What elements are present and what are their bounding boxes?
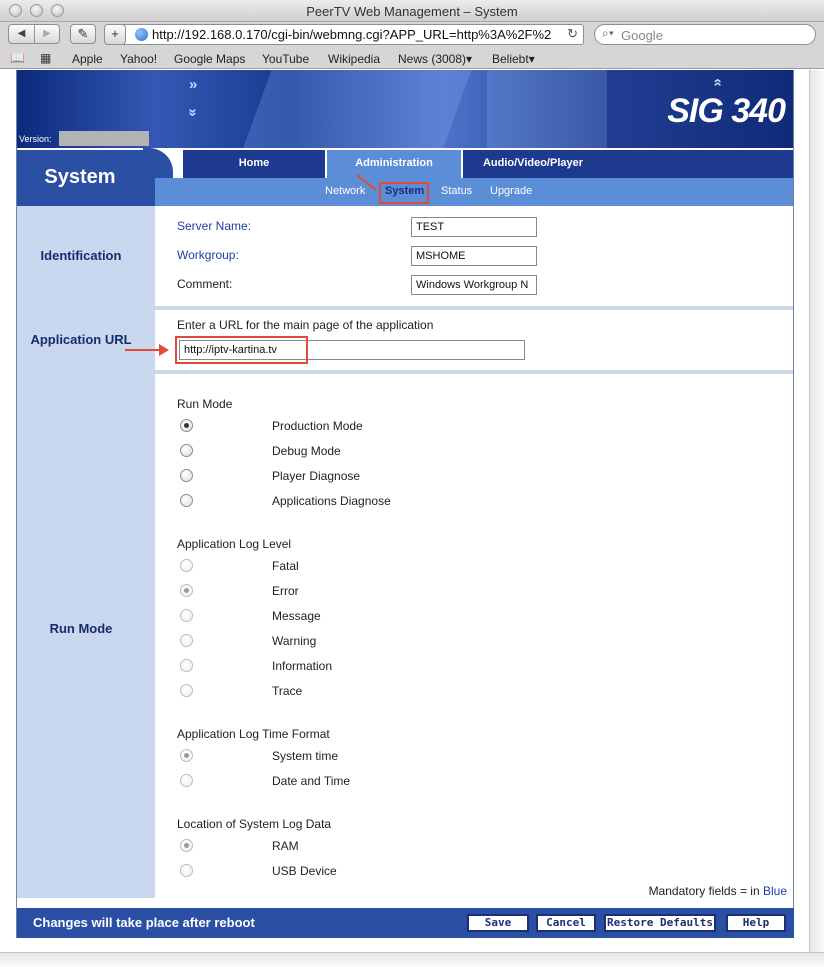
mandatory-note-blue: Blue: [762, 884, 787, 898]
comment-label: Comment:: [177, 277, 233, 291]
tab-home[interactable]: Home: [238, 157, 270, 169]
log-time-format-heading: Application Log Time Format: [177, 727, 330, 741]
save-button[interactable]: Save: [467, 914, 529, 932]
option-label: Player Diagnose: [272, 469, 361, 483]
annotation-box: [379, 182, 429, 204]
server-name-input[interactable]: [411, 217, 537, 237]
subtab-upgrade[interactable]: Upgrade: [490, 185, 533, 197]
search-icon: ⌕▾: [602, 26, 614, 40]
device-logo: SIG 340: [667, 92, 785, 130]
radio-message[interactable]: [180, 609, 193, 622]
bookmarks-bar: [0, 48, 824, 69]
chevron-down-icon: »: [184, 108, 202, 117]
chevron-up-icon: »: [708, 78, 726, 87]
radio-usb-device[interactable]: [180, 864, 193, 877]
bookmark-beliebt[interactable]: Beliebt▾: [492, 52, 535, 66]
address-bar[interactable]: [106, 24, 584, 45]
chevron-down-icon: »: [189, 76, 198, 93]
globe-icon: [135, 28, 148, 41]
radio-ram[interactable]: [180, 839, 193, 852]
option-label: Date and Time: [272, 774, 351, 788]
workgroup-input[interactable]: [411, 246, 537, 266]
option-label: Trace: [272, 684, 303, 698]
radio-date-and-time[interactable]: [180, 774, 193, 787]
option-label: Production Mode: [272, 419, 363, 433]
reboot-message: Changes will take place after reboot: [33, 915, 255, 930]
version-label: Version:: [19, 134, 52, 144]
forward-icon[interactable]: ▶: [34, 25, 59, 43]
log-level-heading: Application Log Level: [177, 537, 292, 551]
help-button[interactable]: Help: [726, 914, 786, 932]
radio-applications-diagnose[interactable]: [180, 494, 193, 507]
window-title: PeerTV Web Management – System: [306, 4, 518, 19]
url-text[interactable]: http://192.168.0.170/cgi-bin/webmng.cgi?APP_URL=http%3A%2F%2: [152, 27, 552, 42]
tab-administration[interactable]: Administration: [325, 150, 463, 178]
horizontal-scrollbar[interactable]: [0, 952, 824, 967]
main-tabs: [183, 148, 793, 178]
sub-tabs: [155, 178, 793, 206]
bookmark-apple[interactable]: Apple: [72, 52, 103, 66]
option-label: Information: [272, 659, 333, 673]
page-title: System: [44, 166, 116, 188]
radio-warning[interactable]: [180, 634, 193, 647]
comment-input[interactable]: [411, 275, 537, 295]
radio-player-diagnose[interactable]: [180, 469, 193, 482]
bookmark-youtube[interactable]: YouTube: [262, 52, 310, 66]
option-label: System time: [272, 749, 339, 763]
add-bookmark-icon[interactable]: +: [104, 24, 126, 45]
page-title-cell: [17, 148, 155, 206]
vertical-scrollbar[interactable]: [809, 70, 824, 952]
browser-toolbar: [0, 22, 824, 48]
application-url-hint: Enter a URL for the main page of the application: [177, 318, 434, 332]
section-divider: [17, 370, 793, 374]
window-titlebar: [0, 0, 824, 22]
reading-list-icon[interactable]: 📖: [10, 51, 25, 65]
mandatory-note: [649, 884, 787, 898]
back-icon[interactable]: ◀: [17, 28, 26, 39]
radio-fatal[interactable]: [180, 559, 193, 572]
footer-bar: [16, 908, 794, 938]
bookmark-google-maps[interactable]: Google Maps: [174, 52, 246, 66]
subtab-status[interactable]: Status: [441, 185, 473, 197]
radio-debug-mode[interactable]: [180, 444, 193, 457]
option-label: Debug Mode: [272, 444, 341, 458]
section-run-mode-label: Run Mode: [49, 621, 113, 636]
subtab-system[interactable]: System: [385, 185, 425, 197]
workgroup-label: Workgroup:: [177, 248, 239, 262]
nav-buttons: [8, 24, 60, 44]
radio-trace[interactable]: [180, 684, 193, 697]
evernote-icon[interactable]: ✎: [70, 24, 96, 44]
bookmark-yahoo[interactable]: Yahoo!: [120, 52, 158, 66]
reload-icon[interactable]: ↻: [567, 26, 578, 41]
option-label: RAM: [272, 839, 299, 853]
section-divider: [17, 306, 793, 310]
run-mode-heading: Run Mode: [177, 397, 233, 411]
section-application-url-label: Application URL: [30, 332, 132, 347]
search-field[interactable]: [594, 24, 816, 45]
tab-audio-video-player[interactable]: Audio/Video/Player: [482, 157, 584, 169]
option-label: USB Device: [272, 864, 337, 878]
annotation-arrow: [125, 349, 161, 351]
server-name-label: Server Name:: [177, 219, 252, 233]
bookmark-news[interactable]: News (3008)▾: [398, 52, 473, 66]
radio-production-mode[interactable]: [180, 419, 193, 432]
subtab-network[interactable]: Network: [325, 185, 366, 197]
radio-error[interactable]: [180, 584, 193, 597]
top-sites-icon[interactable]: ▦: [40, 51, 52, 65]
option-label: Warning: [272, 634, 317, 648]
bookmark-wikipedia[interactable]: Wikipedia: [328, 52, 381, 66]
search-placeholder: Google: [621, 28, 663, 43]
annotation-box: [175, 336, 308, 364]
option-label: Fatal: [272, 559, 299, 573]
option-label: Error: [272, 584, 299, 598]
annotation-arrowhead: [159, 344, 169, 356]
cancel-button[interactable]: Cancel: [536, 914, 596, 932]
log-location-heading: Location of System Log Data: [177, 817, 332, 831]
restore-defaults-button[interactable]: Restore Defaults: [604, 914, 716, 932]
option-label: Message: [272, 609, 321, 623]
web-page: [16, 70, 794, 938]
radio-system-time[interactable]: [180, 749, 193, 762]
version-value: [59, 131, 149, 146]
header-banner: [17, 70, 793, 148]
option-label: Applications Diagnose: [272, 494, 391, 508]
section-identification-label: Identification: [40, 248, 122, 263]
mandatory-note-text: Mandatory fields = in: [648, 884, 760, 898]
radio-information[interactable]: [180, 659, 193, 672]
